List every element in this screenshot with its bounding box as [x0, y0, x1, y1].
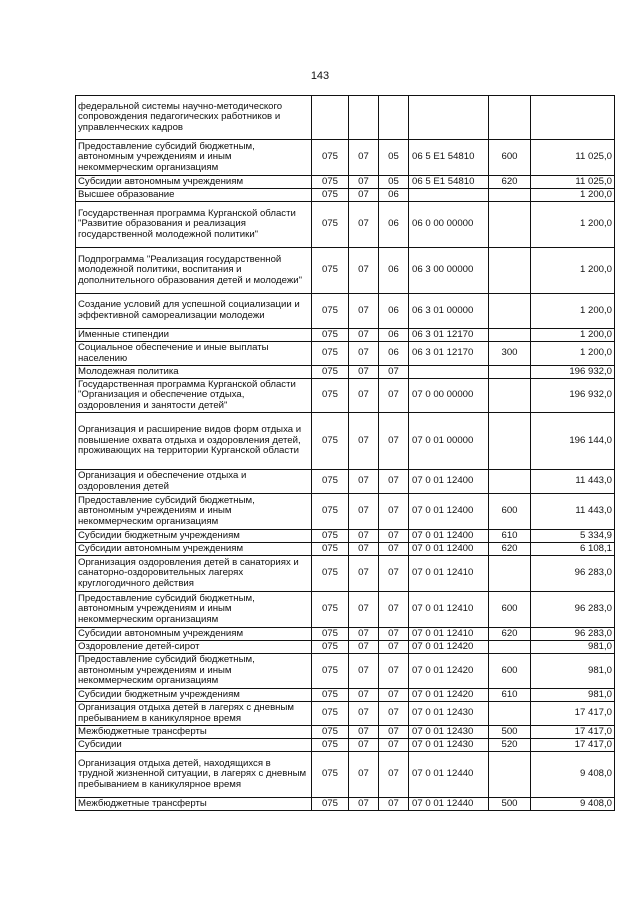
subsection-code: 07 — [379, 702, 409, 726]
table-row — [76, 329, 615, 342]
amount: 981,0 — [531, 641, 615, 654]
target-article-code: 07 0 01 12400 — [409, 530, 489, 543]
ministry-code: 075 — [312, 641, 349, 654]
section-code: 07 — [349, 494, 379, 530]
subsection-code: 06 — [379, 189, 409, 202]
table-row — [76, 592, 615, 628]
ministry-code: 075 — [312, 592, 349, 628]
subsection-code: 07 — [379, 689, 409, 702]
amount: 1 200,0 — [531, 342, 615, 366]
expense-type-code: 600 — [489, 494, 531, 530]
table-row — [76, 530, 615, 543]
ministry-code: 075 — [312, 379, 349, 413]
target-article-code — [409, 189, 489, 202]
budget-table — [75, 95, 615, 811]
row-name: Субсидии автономным учреждениям — [76, 543, 312, 556]
row-name: Создание условий для успешной социализации и эффективной самореализации молодежи — [76, 294, 312, 329]
target-article-code: 06 3 01 12170 — [409, 342, 489, 366]
expense-type-code: 600 — [489, 140, 531, 176]
expense-type-code — [489, 294, 531, 329]
section-code: 07 — [349, 530, 379, 543]
amount: 6 108,1 — [531, 543, 615, 556]
subsection-code: 07 — [379, 556, 409, 592]
table-row — [76, 739, 615, 752]
row-name: Предоставление субсидий бюджетным, автономным учреждениям и иным некоммерческим организациям — [76, 654, 312, 689]
section-code: 07 — [349, 641, 379, 654]
subsection-code: 05 — [379, 140, 409, 176]
section-code: 07 — [349, 739, 379, 752]
section-code: 07 — [349, 470, 379, 494]
target-article-code: 07 0 01 12440 — [409, 798, 489, 811]
table-row — [76, 366, 615, 379]
subsection-code: 07 — [379, 494, 409, 530]
expense-type-code: 520 — [489, 739, 531, 752]
table-row — [76, 96, 615, 140]
amount: 11 025,0 — [531, 176, 615, 189]
amount: 1 200,0 — [531, 248, 615, 294]
section-code: 07 — [349, 702, 379, 726]
amount: 17 417,0 — [531, 702, 615, 726]
target-article-code: 07 0 01 12420 — [409, 654, 489, 689]
row-name: Подпрограмма "Реализация государственной молодежной политики, воспитания и дополнительного образования детей и молодежи" — [76, 248, 312, 294]
expense-type-code — [489, 413, 531, 470]
expense-type-code — [489, 470, 531, 494]
section-code: 07 — [349, 189, 379, 202]
target-article-code: 06 3 00 00000 — [409, 248, 489, 294]
row-name: Субсидии бюджетным учреждениям — [76, 530, 312, 543]
ministry-code: 075 — [312, 366, 349, 379]
target-article-code: 07 0 01 12420 — [409, 641, 489, 654]
amount: 9 408,0 — [531, 798, 615, 811]
subsection-code — [379, 96, 409, 140]
section-code: 07 — [349, 654, 379, 689]
target-article-code: 07 0 01 12440 — [409, 752, 489, 798]
amount: 17 417,0 — [531, 726, 615, 739]
subsection-code: 07 — [379, 530, 409, 543]
subsection-code: 07 — [379, 592, 409, 628]
ministry-code: 075 — [312, 702, 349, 726]
amount: 96 283,0 — [531, 628, 615, 641]
subsection-code: 07 — [379, 628, 409, 641]
ministry-code: 075 — [312, 176, 349, 189]
row-name: Межбюджетные трансферты — [76, 798, 312, 811]
table-row — [76, 628, 615, 641]
subsection-code: 06 — [379, 248, 409, 294]
table-row — [76, 294, 615, 329]
section-code: 07 — [349, 689, 379, 702]
expense-type-code: 600 — [489, 654, 531, 689]
table-row — [76, 726, 615, 739]
row-name: Предоставление субсидий бюджетным, автономным учреждениям и иным некоммерческим организациям — [76, 494, 312, 530]
amount: 1 200,0 — [531, 202, 615, 248]
table-row — [76, 702, 615, 726]
expense-type-code: 620 — [489, 628, 531, 641]
subsection-code: 07 — [379, 413, 409, 470]
page-number: 143 — [310, 70, 330, 82]
row-name: Предоставление субсидий бюджетным, автономным учреждениям и иным некоммерческим организациям — [76, 592, 312, 628]
table-row — [76, 654, 615, 689]
expense-type-code — [489, 329, 531, 342]
target-article-code: 06 5 E1 54810 — [409, 176, 489, 189]
expense-type-code: 300 — [489, 342, 531, 366]
ministry-code: 075 — [312, 628, 349, 641]
row-name: Субсидии бюджетным учреждениям — [76, 689, 312, 702]
target-article-code: 07 0 01 12400 — [409, 543, 489, 556]
table-row — [76, 140, 615, 176]
ministry-code: 075 — [312, 689, 349, 702]
ministry-code: 075 — [312, 413, 349, 470]
expense-type-code — [489, 702, 531, 726]
subsection-code: 07 — [379, 798, 409, 811]
subsection-code: 06 — [379, 342, 409, 366]
table-row — [76, 689, 615, 702]
section-code: 07 — [349, 543, 379, 556]
table-row — [76, 189, 615, 202]
target-article-code — [409, 96, 489, 140]
row-name: Субсидии автономным учреждениям — [76, 628, 312, 641]
target-article-code: 07 0 01 12410 — [409, 628, 489, 641]
target-article-code: 07 0 01 12430 — [409, 702, 489, 726]
subsection-code: 06 — [379, 202, 409, 248]
table-row — [76, 379, 615, 413]
amount: 1 200,0 — [531, 329, 615, 342]
ministry-code: 075 — [312, 739, 349, 752]
row-name: Организация и обеспечение отдыха и оздоровления детей — [76, 470, 312, 494]
section-code: 07 — [349, 176, 379, 189]
amount: 96 283,0 — [531, 592, 615, 628]
row-name: Субсидии автономным учреждениям — [76, 176, 312, 189]
section-code: 07 — [349, 556, 379, 592]
expense-type-code — [489, 641, 531, 654]
section-code: 07 — [349, 342, 379, 366]
row-name: Государственная программа Курганской области "Организация и обеспечение отдыха, оздоровления и занятости детей" — [76, 379, 312, 413]
row-name: Межбюджетные трансферты — [76, 726, 312, 739]
subsection-code: 07 — [379, 470, 409, 494]
expense-type-code — [489, 556, 531, 592]
table-body — [76, 96, 615, 811]
target-article-code: 06 3 01 00000 — [409, 294, 489, 329]
amount: 11 025,0 — [531, 140, 615, 176]
subsection-code: 07 — [379, 366, 409, 379]
section-code: 07 — [349, 366, 379, 379]
ministry-code: 075 — [312, 140, 349, 176]
section-code: 07 — [349, 202, 379, 248]
target-article-code: 06 0 00 00000 — [409, 202, 489, 248]
target-article-code: 07 0 01 12400 — [409, 470, 489, 494]
row-name: федеральной системы научно-методического сопровождения педагогических работников и управленческих кадров — [76, 96, 312, 140]
subsection-code: 06 — [379, 294, 409, 329]
section-code: 07 — [349, 329, 379, 342]
table-row — [76, 413, 615, 470]
target-article-code: 07 0 01 12430 — [409, 739, 489, 752]
target-article-code: 07 0 00 00000 — [409, 379, 489, 413]
expense-type-code: 610 — [489, 689, 531, 702]
expense-type-code: 620 — [489, 543, 531, 556]
expense-type-code: 610 — [489, 530, 531, 543]
ministry-code: 075 — [312, 202, 349, 248]
ministry-code: 075 — [312, 189, 349, 202]
amount: 981,0 — [531, 689, 615, 702]
subsection-code: 07 — [379, 726, 409, 739]
ministry-code: 075 — [312, 543, 349, 556]
ministry-code: 075 — [312, 494, 349, 530]
ministry-code: 075 — [312, 294, 349, 329]
section-code: 07 — [349, 248, 379, 294]
subsection-code: 05 — [379, 176, 409, 189]
section-code: 07 — [349, 140, 379, 176]
table-row — [76, 342, 615, 366]
amount: 1 200,0 — [531, 294, 615, 329]
table-row — [76, 494, 615, 530]
table-row — [76, 752, 615, 798]
table-row — [76, 543, 615, 556]
target-article-code: 07 0 01 12430 — [409, 726, 489, 739]
expense-type-code — [489, 202, 531, 248]
amount: 196 932,0 — [531, 379, 615, 413]
amount: 1 200,0 — [531, 189, 615, 202]
amount: 5 334,9 — [531, 530, 615, 543]
ministry-code: 075 — [312, 470, 349, 494]
row-name: Организация отдыха детей в лагерях с дневным пребыванием в каникулярное время — [76, 702, 312, 726]
amount — [531, 96, 615, 140]
ministry-code: 075 — [312, 726, 349, 739]
ministry-code: 075 — [312, 248, 349, 294]
section-code: 07 — [349, 413, 379, 470]
table-row — [76, 248, 615, 294]
table-row — [76, 798, 615, 811]
expense-type-code: 500 — [489, 798, 531, 811]
ministry-code: 075 — [312, 798, 349, 811]
row-name: Именные стипендии — [76, 329, 312, 342]
amount: 17 417,0 — [531, 739, 615, 752]
row-name: Предоставление субсидий бюджетным, автономным учреждениям и иным некоммерческим организациям — [76, 140, 312, 176]
section-code: 07 — [349, 752, 379, 798]
table-row — [76, 641, 615, 654]
expense-type-code — [489, 366, 531, 379]
target-article-code: 07 0 01 12420 — [409, 689, 489, 702]
ministry-code: 075 — [312, 342, 349, 366]
table-row — [76, 202, 615, 248]
subsection-code: 07 — [379, 379, 409, 413]
row-name: Организация оздоровления детей в санаториях и санаторно-оздоровительных лагерях круглогодичного действия — [76, 556, 312, 592]
ministry-code: 075 — [312, 530, 349, 543]
subsection-code: 07 — [379, 543, 409, 556]
section-code: 07 — [349, 628, 379, 641]
row-name: Государственная программа Курганской области "Развитие образования и реализация государственной молодежной политики" — [76, 202, 312, 248]
expense-type-code — [489, 379, 531, 413]
ministry-code: 075 — [312, 654, 349, 689]
ministry-code: 075 — [312, 329, 349, 342]
table-row — [76, 470, 615, 494]
subsection-code: 07 — [379, 641, 409, 654]
row-name: Социальное обеспечение и иные выплаты населению — [76, 342, 312, 366]
expense-type-code — [489, 248, 531, 294]
amount: 196 144,0 — [531, 413, 615, 470]
amount: 196 932,0 — [531, 366, 615, 379]
target-article-code — [409, 366, 489, 379]
row-name: Высшее образование — [76, 189, 312, 202]
target-article-code: 06 5 E1 54810 — [409, 140, 489, 176]
target-article-code: 07 0 01 12410 — [409, 556, 489, 592]
table-row — [76, 556, 615, 592]
section-code: 07 — [349, 592, 379, 628]
amount: 981,0 — [531, 654, 615, 689]
amount: 9 408,0 — [531, 752, 615, 798]
table-row — [76, 176, 615, 189]
amount: 11 443,0 — [531, 494, 615, 530]
amount: 11 443,0 — [531, 470, 615, 494]
section-code: 07 — [349, 726, 379, 739]
amount: 96 283,0 — [531, 556, 615, 592]
target-article-code: 07 0 01 12410 — [409, 592, 489, 628]
expense-type-code: 500 — [489, 726, 531, 739]
expense-type-code — [489, 96, 531, 140]
row-name: Субсидии — [76, 739, 312, 752]
expense-type-code: 600 — [489, 592, 531, 628]
ministry-code: 075 — [312, 556, 349, 592]
section-code: 07 — [349, 379, 379, 413]
ministry-code: 075 — [312, 752, 349, 798]
expense-type-code — [489, 752, 531, 798]
row-name: Оздоровление детей-сирот — [76, 641, 312, 654]
subsection-code: 07 — [379, 654, 409, 689]
expense-type-code: 620 — [489, 176, 531, 189]
row-name: Организация и расширение видов форм отдыха и повышение охвата отдыха и оздоровления детей, проживающих на территории Курганской области — [76, 413, 312, 470]
subsection-code: 07 — [379, 739, 409, 752]
row-name: Организация отдыха детей, находящихся в трудной жизненной ситуации, в лагерях с дневным пребыванием в каникулярное время — [76, 752, 312, 798]
expense-type-code — [489, 189, 531, 202]
ministry-code — [312, 96, 349, 140]
row-name: Молодежная политика — [76, 366, 312, 379]
target-article-code: 06 3 01 12170 — [409, 329, 489, 342]
target-article-code: 07 0 01 00000 — [409, 413, 489, 470]
section-code — [349, 96, 379, 140]
subsection-code: 07 — [379, 752, 409, 798]
section-code: 07 — [349, 798, 379, 811]
target-article-code: 07 0 01 12400 — [409, 494, 489, 530]
section-code: 07 — [349, 294, 379, 329]
subsection-code: 06 — [379, 329, 409, 342]
